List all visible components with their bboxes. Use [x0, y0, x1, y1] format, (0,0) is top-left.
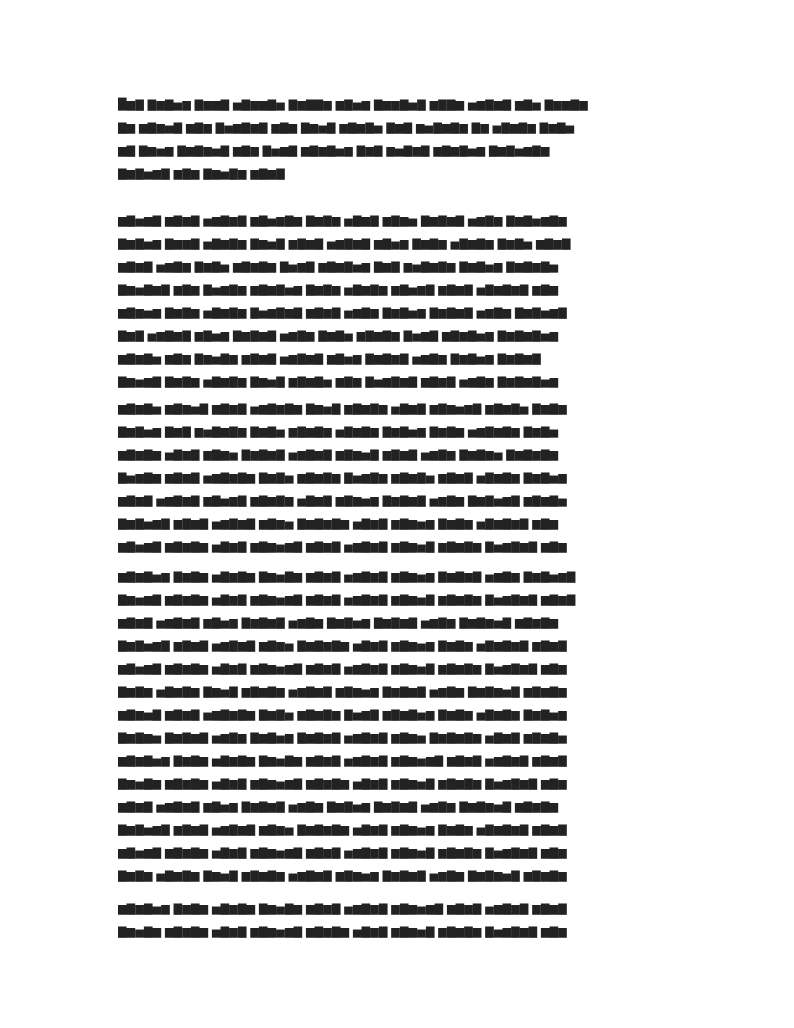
text-line — [118, 119, 682, 136]
text-line-content: ▇▆▅▇▆ ▆▇▆▇▆ ▅▇▆▇ ▆▇▆▅▆▇ ▆▇▆▇▆ ▅▇▆▇ ▆▇▆▅▇ ▆▇▆▇▆ ▇▅▆▇▆▇ ▆▇▆ — [118, 925, 567, 938]
paragraph-3 — [118, 400, 682, 561]
text-line-content: ▇▆▇▅▆▇ ▆▇▆▇ ▅▆▇▆▇ ▆▇▆▅ ▇▆▇▆▇▆ ▅▇▆▇ ▆▇▆▅▆ ▇▆▇▆ ▅▇▆▇▆▇ ▆▇▆▇ — [118, 639, 567, 652]
paragraph-2 — [118, 212, 682, 396]
text-line-content: ▇▅▆▇▆ ▆▇▆▇ ▅▆▇▆▇▆ ▇▆▇▅ ▆▇▆▇▆ ▇▅▆▇▆ ▆▇▆▇▅ ▆▇▆▇ ▅▇▆▇▆ ▇▆▇▅▆ — [118, 471, 567, 484]
text-line-content: ▆▇▆▇▅ ▆▇▆ ▇▆▅▇▆ ▆▇▆▇ ▅▆▇▆▇ ▆▇▅▆ ▇▆▇▆▇ ▅▆▇▆ ▇▆▇▅▆ ▇▆▇▆▇ — [118, 352, 541, 365]
text-line-content: ▆▇▆▅▆ ▇▆▇▆ ▅▇▆▇▆ ▇▅▆▇▆▇ ▆▇▆▇ ▅▆▇▆ ▇▆▇▅▆ ▇▆▇▆▇ ▅▆▇▆ ▇▆▇▅▆▇ — [118, 306, 567, 319]
text-line-content: ▇▆▇▅▆ ▇▆▆▇ ▅▇▆▇▆ ▇▆▅▇ ▆▇▆▇ ▅▆▇▆▇ ▆▇▅▆ ▇▆▇▆ ▅▇▆▇▆ ▇▆▇▅ ▆▇▆▇ — [118, 237, 571, 250]
text-line — [118, 867, 682, 884]
text-line — [118, 165, 682, 182]
paragraph-4 — [118, 568, 682, 890]
text-line — [118, 400, 682, 417]
text-line-content: ▇▆▇▆ ▅▇▆▇▆ ▇▆▅▇ ▆▇▆▇▆ ▅▆▇▆▇ ▆▇▆▅▆ ▇▆▇▆▇ ▅▆▇▆ ▇▆▇▆▅▇ ▆▇▆▇▆ — [118, 869, 567, 882]
text-line — [118, 235, 682, 252]
text-line-content: ▆▇▆▇▆ ▅▇▆▇ ▆▇▆▅ ▇▆▇▆▇ ▅▆▇▆▇ ▆▇▆▅▇ ▆▇▆▇ ▅▆▇▆ ▇▆▇▆▅ ▇▆▇▆▇▆ — [118, 448, 559, 461]
text-line — [118, 683, 682, 700]
text-line-content: ▇▆▇▆▅ ▇▆▇▆▇ ▅▆▇▆ ▇▆▇▅▆ ▇▆▇▆▇ ▅▆▇▆▇ ▆▇▆▅ ▇▆▇▆▇▆ ▅▇▆▇ ▆▇▆▇▅ — [118, 731, 567, 744]
text-line — [118, 492, 682, 509]
text-line-content: ▇▆ ▆▇▆▅▇ ▆▇▆ ▇▅▆▇▆▇ ▆▇▆ ▇▆▅▇ ▆▇▆▇▅ ▇▆▇ ▆▅▇▆▇▆ ▇▆ ▅▇▆▇▆ ▇▆▇▅ — [118, 121, 575, 134]
text-line-content: ▆▇▆▇ ▅▆▇▆▇ ▆▇▅▆ ▇▆▇▆▇ ▅▆▇▆ ▇▆▇▅▆ ▇▆▇▆▇ ▅▆▇▆ ▇▆▇▆▅▇ ▆▇▆▇▆ — [118, 800, 559, 813]
text-line-content: ▆▇▆▇ ▅▆▇▆ ▇▆▇▅ ▆▇▆▇▆ ▇▅▆▇ ▆▇▆▇▅▆ ▇▆▇ ▆▅▇▆▇▆ ▇▆▇▅▆ ▇▆▇▆▇▅ — [118, 260, 559, 273]
text-line-content: ▇▆▇ ▅▆▇▆▇ ▆▇▅▆ ▇▆▇▆▇ ▅▆▇▆ ▇▆▇▅ ▆▇▆▇▆ ▇▅▆▇ ▆▇▆▇▅▆ ▇▆▇▆▇▅▆ — [118, 329, 559, 342]
text-line-content: ▇▆▇▅▆▇ ▆▇▆▇ ▅▆▇▆▇ ▆▇▆▅ ▇▆▇▆▇▆ ▅▇▆▇ ▆▇▆▅▆ ▇▆▇▆ ▅▇▆▇▆▇ ▆▇▆ — [118, 517, 559, 530]
text-line — [118, 142, 682, 159]
text-line — [118, 373, 682, 390]
text-line — [118, 637, 682, 654]
text-line — [118, 798, 682, 815]
text-line — [118, 900, 682, 917]
text-line-content: ▇▆▇▅▆▇ ▆▇▆ ▇▆▅▇▆ ▆▇▆▇ — [118, 167, 285, 180]
text-line-content: ▆▇▆▇▅▆ ▇▆▇▆ ▅▇▆▇▆ ▇▆▅▇▆ ▆▇▆▇ ▅▆▇▆▇ ▆▇▆▅▆▇ ▆▇▆▇ ▅▆▇▆▇ ▆▇▆▇ — [118, 754, 567, 767]
text-line-content: ▇▆▅▇▆ ▆▇▆▇▆ ▅▇▆▇ ▆▇▆▅▆▇ ▆▇▆▇▆ ▅▇▆▇ ▆▇▆▅▇ ▆▇▆▇▆ ▇▅▆▇▆▇ ▆▇▆ — [118, 777, 567, 790]
text-line — [118, 614, 682, 631]
text-line-content: ▆▇▅▆▇ ▆▇▆▇▆ ▅▇▆▇ ▆▇▆▅▆▇ ▆▇▆▇ ▅▆▇▆▇ ▆▇▆▅▇ ▆▇▆▇▆ ▇▅▆▇▆▇ ▆▇▆ — [118, 662, 567, 675]
text-line — [118, 752, 682, 769]
text-line-content: ▇▆▇▅▆ ▇▆▇ ▆▅▇▆▇▆ ▇▆▇▅ ▆▇▆▇▆ ▅▇▆▇▆ ▇▆▇▅▆ ▇▆▇▆ ▅▆▇▆▇▆ ▇▆▇▅ — [118, 425, 559, 438]
text-line — [118, 304, 682, 321]
text-line — [118, 469, 682, 486]
text-line-content: ▆▇ ▇▆▅▆ ▇▆▇▆▅▇ ▆▇▆ ▇▅▆▇ ▆▇▆▇▅▆ ▇▆▇ ▆▅▇▆▇ ▆▇▆▇▅▆ ▇▆▇▅▆▇▆ — [118, 144, 550, 157]
text-line — [118, 591, 682, 608]
text-line-content: ▆▇▆▇▅ ▆▇▆▅▇ ▆▇▆▇ ▅▆▇▆▇▆ ▇▆▅▇ ▆▇▆▇▆ ▅▇▆▇ ▆▇▆▅▆▇ ▆▇▆▇▅ ▇▆▇▆ — [118, 402, 567, 415]
paragraph-1 — [118, 96, 682, 188]
text-line — [118, 423, 682, 440]
text-line — [118, 775, 682, 792]
text-line — [118, 568, 682, 585]
text-line — [118, 515, 682, 532]
text-line — [118, 729, 682, 746]
text-line — [118, 96, 682, 113]
text-line — [118, 660, 682, 677]
text-line — [118, 844, 682, 861]
text-line-content: ▆▇▆▅▇ ▆▇▆▇ ▅▆▇▆▇▆ ▇▆▇▅ ▆▇▆▇▆ ▇▅▆▇ ▆▇▆▇▅▆ ▇▆▇▆ ▅▇▆▇▆ ▇▆▇▅▆ — [118, 708, 567, 721]
text-line-content: ▇▆▇▅▆▇ ▆▇▆▇ ▅▆▇▆▇ ▆▇▆▅ ▇▆▇▆▇▆ ▅▇▆▇ ▆▇▆▅▆ ▇▆▇▆ ▅▇▆▇▆▇ ▆▇▆▇ — [118, 823, 567, 836]
text-line — [118, 821, 682, 838]
text-line-content: ▆▇▅▆▇ ▆▇▆▇▆ ▅▇▆▇ ▆▇▆▅▆▇ ▆▇▆▇ ▅▆▇▆▇ ▆▇▆▅▇ ▆▇▆▇▆ ▇▅▆▇▆▇ ▆▇▆ — [118, 540, 567, 553]
text-line-content: █▆▇ ▇▆▇▅▆ ▇▆▆▇ ▅▇▆▆▇▅ ▇▆▇▇▆ ▆▇▅▆ ▇▆▆▇▅▇ ▆▇▇▆ ▅▆▇▆▇ ▆▇▅ ▇▆▆▇▆ — [118, 98, 588, 111]
text-line-content: ▆▇▅▆▇ ▆▇▆▇▆ ▅▇▆▇ ▆▇▆▅▆▇ ▆▇▆▇ ▅▆▇▆▇ ▆▇▆▅▇ ▆▇▆▇▆ ▇▅▆▇▆▇ ▆▇▆ — [118, 846, 567, 859]
text-line-content: ▇▆▅▆▇ ▇▆▇▆ ▅▇▆▇▆ ▇▆▅▇ ▆▇▆▇▅ ▆▇▆ ▇▅▆▇▆▇ ▆▇▆▇ ▅▆▇▆ ▇▆▇▆▇▅▆ — [118, 375, 559, 388]
text-line-content: ▆▇▆▇ ▅▆▇▆▇ ▆▇▅▆ ▇▆▇▆▇ ▅▆▇▆ ▇▆▇▅▆ ▇▆▇▆▇ ▅▆▇▆ ▇▆▇▆▅▇ ▆▇▆▇▆ — [118, 616, 559, 629]
text-line — [118, 538, 682, 555]
text-line — [118, 212, 682, 229]
text-line-content: ▇▆▅▆▇ ▆▇▆▇▆ ▅▇▆▇ ▆▇▆▅▆▇ ▆▇▆▇ ▅▆▇▆▇ ▆▇▆▅▇ ▆▇▆▇▆ ▇▅▆▇▆▇ ▆▇▆▇ — [118, 593, 576, 606]
text-line-content: ▇▆▇▆ ▅▇▆▇▆ ▇▆▅▇ ▆▇▆▇▆ ▅▆▇▆▇ ▆▇▆▅▆ ▇▆▇▆▇ ▅▆▇▆ ▇▆▇▆▅▇ ▆▇▆▇▆ — [118, 685, 567, 698]
text-line — [118, 281, 682, 298]
text-line — [118, 350, 682, 367]
text-line-content: ▆▇▆▇▅▆ ▇▆▇▆ ▅▇▆▇▆ ▇▆▅▇▆ ▆▇▆▇ ▅▆▇▆▇ ▆▇▆▅▆ ▇▆▇▆▇ ▅▆▇▆ ▇▆▇▅▆▇ — [118, 570, 576, 583]
text-line — [118, 258, 682, 275]
text-line-content: ▆▇▆▇ ▅▆▇▆▇ ▆▇▅▆▇ ▆▇▆▇▆ ▅▇▆▇ ▆▇▆▅▆ ▇▆▇▆▇ ▅▆▇▆ ▇▆▇▅▆▇ ▆▇▆▇▅ — [118, 494, 567, 507]
text-line-content: ▆▇▅▆▇ ▆▇▆▇ ▅▆▇▆▇ ▆▇▅▆▇▆ ▇▆▇▆ ▅▇▆▇ ▆▇▆▅ ▇▆▇▆▇ ▅▆▇▆ ▇▆▇▅▆▇▆ — [118, 214, 567, 227]
paragraph-5 — [118, 900, 682, 946]
text-line-content: ▆▇▆▇▅▆ ▇▆▇▆ ▅▇▆▇▆ ▇▆▅▇▆ ▆▇▆▇ ▅▆▇▆▇ ▆▇▆▅▆▇ ▆▇▆▇ ▅▆▇▆▇ ▆▇▆▇ — [118, 902, 567, 915]
text-line — [118, 446, 682, 463]
text-line — [118, 327, 682, 344]
text-line — [118, 706, 682, 723]
text-line — [118, 923, 682, 940]
text-line-content: ▇▆▅▇▆▇ ▆▇▆ ▇▅▆▇▆ ▆▇▆▇▅▆ ▇▆▇▆ ▅▇▆▇▆ ▆▇▅▆▇ ▆▇▆▇ ▅▇▆▇▆▇ ▆▇▆ — [118, 283, 559, 296]
